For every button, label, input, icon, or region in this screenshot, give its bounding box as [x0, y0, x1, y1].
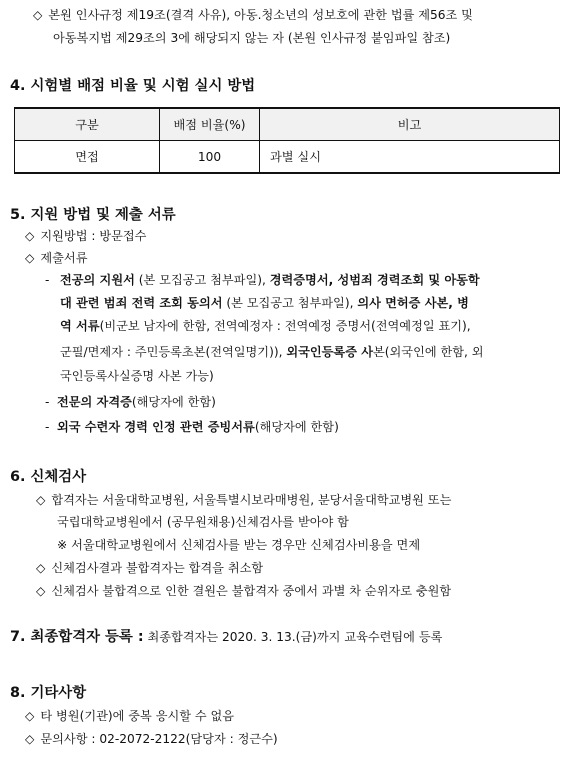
required-doc: 대 관련 범죄 전력 조회 동의서 [60, 296, 223, 310]
table-cell: 면접 [15, 141, 160, 174]
section-7-heading: 7. 최종합격자 등록 : [10, 629, 144, 645]
intro-line-1 [33, 7, 473, 24]
exam-item-1-line-2: 국립대학교병원에서 (공무원채용)신체검사를 받아야 함 [57, 515, 349, 529]
exam-item-1-line-1 [36, 492, 451, 509]
exam-note: ※ 서울대학교병원에서 신체검사를 받는 경우만 신체검사비용을 면제 [57, 538, 421, 552]
doc-note: (비군보 남자에 한함, 전역예정자 : 전역예정 증명서(전역예정일 표기), [99, 319, 471, 333]
section-6-heading: 6. 신체검사 [10, 469, 87, 485]
method-line [25, 228, 146, 245]
required-doc: 외국 수련자 경력 인정 관련 증빙서류 [57, 420, 255, 434]
docs-item-3 [57, 419, 339, 436]
score-ratio-table [14, 107, 560, 174]
method-text: 지원방법 : 방문접수 [40, 229, 147, 243]
diamond-bullet-icon: ◇ [33, 8, 43, 22]
diamond-bullet-icon: ◇ [25, 709, 35, 723]
table-header-row [15, 108, 560, 141]
doc-note: (해당자에 한함) [131, 395, 216, 409]
doc-note: (본 모집공고 첨부파일), [222, 296, 358, 310]
section-8-heading: 8. 기타사항 [10, 685, 87, 701]
required-doc: 경력증명서, 성범죄 경력조회 및 아동학 [269, 273, 480, 287]
required-doc: 역 서류 [60, 319, 100, 333]
dash-bullet-icon: - [45, 420, 50, 434]
table-cell: 100 [160, 141, 260, 174]
contact-text: 문의사항 : 02-2072-2122(담당자 : 정근수) [40, 732, 278, 746]
exam-text: 신체검사 불합격으로 인한 결원은 불합격자 중에서 과별 차 순위자로 충원함 [51, 584, 452, 598]
required-doc: 의사 면허증 사본, 병 [357, 296, 469, 310]
diamond-bullet-icon: ◇ [25, 229, 35, 243]
docs-item-1-line-4 [60, 344, 560, 361]
table-row [15, 141, 560, 174]
section-4-heading: 4. 시험별 배점 비율 및 시험 실시 방법 [10, 78, 256, 94]
diamond-bullet-icon: ◇ [25, 732, 35, 746]
exam-item-2 [36, 560, 263, 577]
doc-note: (본 모집공고 첨부파일), [134, 273, 270, 287]
doc-note: 군필/면제자 : 주민등록초본(전역일명기)), [60, 345, 287, 359]
exam-item-3 [36, 583, 451, 600]
doc-note: 본(외국인에 한함, 외 [373, 345, 484, 359]
docs-item-1-line-5: 국인등록사실증명 사본 가능) [60, 369, 214, 383]
misc-item-1 [25, 708, 234, 725]
intro-text-2: 아동복지법 제29조의 3에 해당되지 않는 자 (본원 인사규정 붙임파일 참조) [53, 31, 451, 45]
exam-text: 합격자는 서울대학교병원, 서울특별시보라매병원, 분당서울대학교병원 또는 [51, 493, 452, 507]
table-header-cell: 구분 [15, 108, 160, 141]
dash-bullet-icon: - [45, 273, 50, 287]
table-header-cell: 배점 비율(%) [160, 108, 260, 141]
docs-item-1-line-1 [60, 272, 560, 289]
section-7-line [10, 628, 442, 646]
docs-label-line [25, 250, 87, 267]
dash-bullet-icon: - [45, 395, 50, 409]
table-header-cell: 비고 [260, 108, 560, 141]
required-doc: 전문의 자격증 [57, 395, 132, 409]
docs-label: 제출서류 [40, 251, 88, 265]
intro-text-1: 본원 인사규정 제19조(결격 사유), 아동.청소년의 성보호에 관한 법률 제56조 및 [48, 8, 473, 22]
diamond-bullet-icon: ◇ [36, 493, 46, 507]
misc-item-2 [25, 731, 278, 748]
doc-note: (해당자에 한함) [254, 420, 339, 434]
diamond-bullet-icon: ◇ [36, 584, 46, 598]
required-doc: 외국인등록증 사 [286, 345, 373, 359]
required-doc: 전공의 지원서 [60, 273, 135, 287]
section-7-text: 최종합격자는 2020. 3. 13.(금)까지 교육수련팀에 등록 [143, 630, 443, 644]
docs-item-2 [57, 394, 216, 411]
table-cell: 과별 실시 [260, 141, 560, 174]
docs-item-1-line-2 [60, 295, 560, 312]
misc-text: 타 병원(기관)에 중복 응시할 수 없음 [40, 709, 235, 723]
docs-item-1-line-3 [60, 318, 560, 335]
section-5-heading: 5. 지원 방법 및 제출 서류 [10, 207, 176, 223]
diamond-bullet-icon: ◇ [36, 561, 46, 575]
exam-text: 신체검사결과 불합격자는 합격을 취소함 [51, 561, 264, 575]
diamond-bullet-icon: ◇ [25, 251, 35, 265]
